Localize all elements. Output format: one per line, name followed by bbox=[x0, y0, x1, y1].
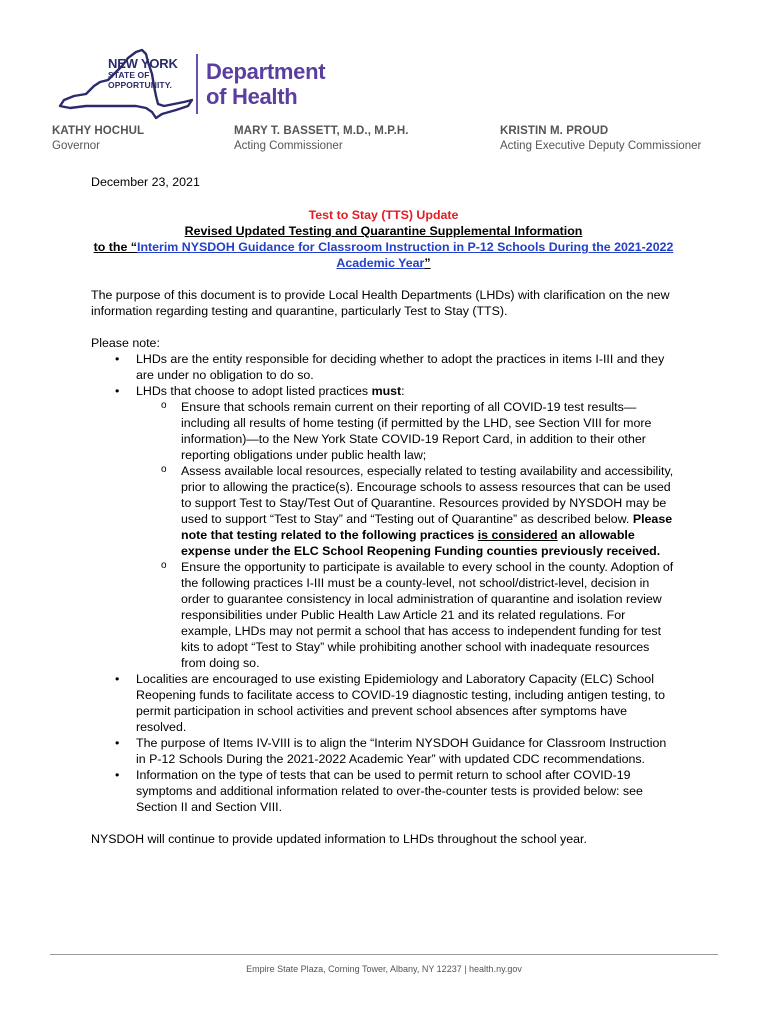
official-name: MARY T. BASSETT, M.D., M.P.H. bbox=[234, 125, 409, 137]
department-of-health-wordmark bbox=[206, 59, 325, 109]
closing-paragraph: NYSDOH will continue to provide updated information to LHDs throughout the school year. bbox=[91, 832, 587, 846]
list-item bbox=[91, 351, 676, 383]
bullet-text-prefix: LHDs that choose to adopt listed practices bbox=[136, 384, 372, 398]
bullet-emphasis: must bbox=[371, 384, 402, 398]
list-item bbox=[91, 671, 676, 735]
list-item bbox=[91, 767, 676, 815]
guidance-link[interactable]: Interim NYSDOH Guidance for Classroom Instruction in P-12 Schools During the 2021-2022 Academic Year bbox=[137, 240, 674, 270]
letterhead bbox=[0, 0, 768, 160]
document-heading bbox=[91, 207, 676, 271]
bullet-text: LHDs are the entity responsible for deciding whether to adopt the practices in items I-III and they are under no obligation to do so. bbox=[136, 352, 665, 382]
official-title: Governor bbox=[52, 139, 100, 152]
footer-divider bbox=[50, 954, 718, 955]
bullet-text-suffix: : bbox=[401, 384, 405, 398]
footer-address: Empire State Plaza, Corning Tower, Albany, NY 12237 | health.ny.gov bbox=[246, 964, 522, 974]
note-list bbox=[91, 351, 676, 815]
heading-title: Test to Stay (TTS) Update bbox=[308, 208, 459, 222]
official-governor bbox=[52, 126, 144, 152]
bullet-text: The purpose of Items IV-VIII is to align the “Interim NYSDOH Guidance for Classroom Instruction in P-12 Schools During the 2021-2022 Academic Year” with updated CDC recommendations. bbox=[136, 736, 667, 766]
sub-list bbox=[136, 399, 676, 671]
heading-reference bbox=[91, 239, 676, 271]
ny-brand-wordmark bbox=[108, 57, 178, 89]
document-body bbox=[91, 174, 676, 847]
brand-line-opportunity: OPPORTUNITY. bbox=[108, 79, 173, 90]
dept-line-2: of Health bbox=[206, 84, 298, 109]
bullet-text: Information on the type of tests that can be used to permit return to school after COVID-19 symptoms and additional information related to over-the-counter tests is provided below: see Section II and Section VIII. bbox=[136, 768, 643, 814]
heading-to-prefix: to the “ bbox=[93, 240, 137, 254]
list-item bbox=[91, 735, 676, 767]
purpose-paragraph: The purpose of this document is to provide Local Health Departments (LHDs) with clarification on the new information regarding testing and quarantine, particularly Test to Stay (TTS). bbox=[91, 288, 670, 318]
sub-list-item bbox=[136, 559, 676, 671]
brand-line-new-york: NEW YORK bbox=[108, 56, 178, 71]
brand-line-state-of: STATE OF bbox=[108, 70, 150, 80]
sub-list-item bbox=[136, 463, 676, 559]
heading-to-suffix: ” bbox=[424, 256, 431, 270]
heading-subtitle: Revised Updated Testing and Quarantine Supplemental Information bbox=[184, 224, 583, 238]
official-name: KRISTIN M. PROUD bbox=[500, 125, 609, 137]
sub-item-text: Assess available local resources, especially related to testing availability and accessibility, prior to allowing the practice(s). Encourage schools to assess resources that can be used to support Test to Stay/Test Out of Quarantine. Resources provided by NYSDOH may be used to support “Test to Stay” and “Testing out of Quarantine” as described below. bbox=[181, 464, 674, 526]
sub-list-item bbox=[136, 399, 676, 463]
please-note-label: Please note: bbox=[91, 336, 160, 350]
sub-item-bold-2: an allowable expense under the ELC School Reopening Funding counties previously received. bbox=[181, 528, 661, 558]
official-title: Acting Executive Deputy Commissioner bbox=[500, 139, 702, 152]
document-date: December 23, 2021 bbox=[91, 175, 200, 189]
list-item bbox=[91, 383, 676, 671]
sub-item-text: Ensure the opportunity to participate is available to every school in the county. Adoption of the following practices I-III must be a county-level, not school/district-level, decision in order to guarantee consistency in local administration of quarantine and isolation review responsibilities under Public Health Law Article 21 and its related regulations. For example, LHDs may not permit a school that has access to independent funding for test kits to adopt “Test to Stay” while prohibiting another school with inadequate resources from doing so. bbox=[181, 560, 674, 670]
brand-divider bbox=[196, 54, 198, 114]
sub-item-bold-1: Please note that testing related to the following practices bbox=[181, 512, 673, 542]
dept-line-1: Department bbox=[206, 59, 326, 84]
official-deputy-commissioner bbox=[500, 126, 701, 152]
official-name: KATHY HOCHUL bbox=[52, 125, 145, 137]
official-commissioner bbox=[234, 126, 409, 152]
bullet-text: Localities are encouraged to use existing Epidemiology and Laboratory Capacity (ELC) School Reopening funds to facilitate access to COVID-19 diagnostic testing, including antigen testing, to permit participation in school activities and prevent school absences after symptoms have resolved. bbox=[136, 672, 665, 734]
sub-item-bold-underline: is considered bbox=[477, 528, 558, 542]
sub-item-text: Ensure that schools remain current on their reporting of all COVID-19 test results—including all results of home testing (if permitted by the LHD, see Section VIII for more information)—to the New York State COVID-19 Report Card, in addition to their other reporting obligations under public health law; bbox=[181, 400, 652, 462]
official-title: Acting Commissioner bbox=[234, 139, 343, 152]
